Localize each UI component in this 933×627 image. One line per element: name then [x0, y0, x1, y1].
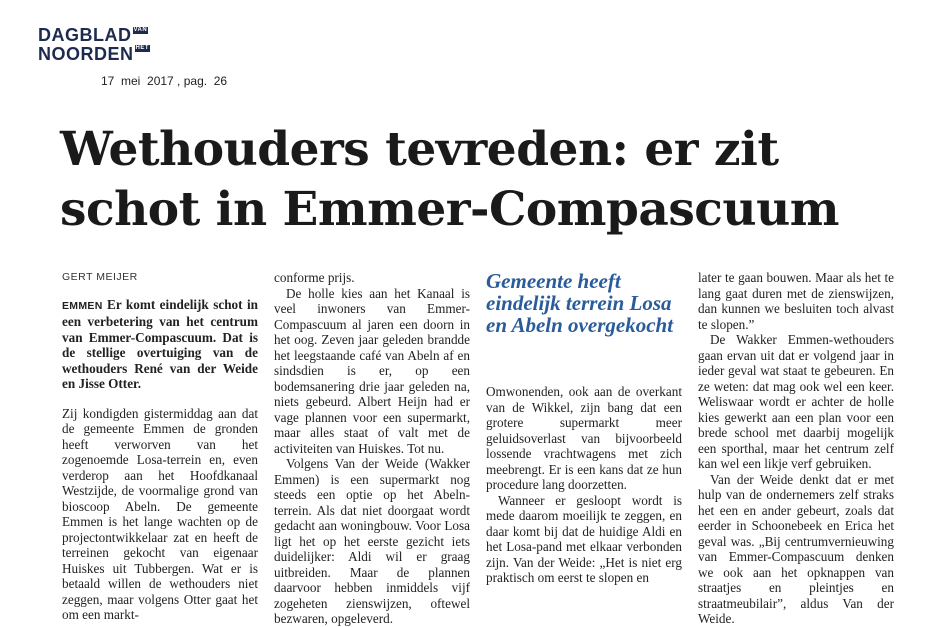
- lead-text: Er komt eindelijk schot in een verbetering van het centrum van Emmer-Compascuum. Dat is de stellige overtuiging van de wethouders René van der Weide en Jisse Otter.: [62, 296, 258, 391]
- logo-word-dagblad: DAGBLAD: [38, 25, 132, 45]
- article-column-1: [62, 270, 258, 623]
- paragraph: later te gaan bouwen. Maar als het te lang gaat duren met de zienswijzen, dan kunnen we besluiten toch alvast te slopen.”: [698, 270, 894, 332]
- paragraph: Wanneer er gesloopt wordt is mede daarom moeilijk te zeggen, en daar komt bij dat de huidige Aldi en het Losa-pand met elkaar verbonden zijn. Van der Weide: „Het is niet erg praktisch om eerst te slopen en: [486, 492, 682, 585]
- article-lead: [62, 297, 258, 392]
- dateline: 17 mei 2017 , pag. 26: [101, 74, 228, 88]
- paragraph: Zij kondigden gistermiddag aan dat de gemeente Emmen de gronden heeft verworven van het zogenoemde Losa-terrein en, even verderop aan het Hoofdkanaal Westzijde, de voormalige grond van bioscoop Abeln. De gemeente Emmen is het lange wachten op de projectontwikkelaar zat en heeft de terreinen gekocht van eigenaar Huiskes uit Tubbergen. Wat er is betaald willen de wethouders niet zeggen, maar volgens Otter gaat het om een markt-: [62, 405, 258, 622]
- paragraph: Volgens Van der Weide (Wakker Emmen) is een supermarkt nog steeds een optie op het Abeln-terrein. Als dat niet doorgaat wordt gedacht aan woningbouw. Voor Losa ligt het op het eerste gezicht iets duidelijker: Aldi wil er graag uitbreiden. Maar de plannen daarvoor hebben inmiddels vijf zogeheten zienswijzen, oftewel bezwaren, opgeleverd.: [274, 456, 470, 626]
- paragraph: conforme prijs.: [274, 270, 355, 285]
- paragraph: De holle kies aan het Kanaal is veel inwoners van Emmer-Compascuum al jaren een doorn in het oog. Zeven jaar geleden brandde het leegstaande café van Abeln af en sindsdien is er, op een bodemsanering drie jaar geleden na, niets gebeurd. Albert Heijn had er vage plannen voor een supermarkt, maar alles staat of valt met de activiteiten van Huiskes. Tot nu.: [274, 285, 470, 456]
- pull-quote: Gemeente heeft eindelijk terrein Losa en Abeln overgekocht: [486, 269, 674, 337]
- article-column-2: [274, 270, 470, 627]
- paragraph: De Wakker Emmen-wethouders gaan ervan uit dat er volgend jaar in ieder geval wat staat te gebeuren. En ze weten: dat mag ook wel een keer. Weliswaar wordt er achter de holle kies gewerkt aan een plan voor een brede school met daarbij mogelijk een sporthal, maar het centrum zelf kan wel een likje verf gebruiken.: [698, 332, 894, 471]
- paragraph: Van der Weide denkt dat er met hulp van de ondernemers zelf straks het een en ander gebeurt, zoals dat eerder in Schoonebeek en Erica het geval was. „Bij centrumvernieuwing van Emmer-Compascuum denken we ook aan het opknappen van straatjes en pleintjes en straatmeubilair”, aldus Van der Weide.: [698, 471, 894, 626]
- newspaper-logo: [38, 26, 188, 63]
- article-column-3: [486, 270, 682, 586]
- lead-place: EMMEN: [62, 299, 103, 312]
- logo-tag-het: HET: [135, 45, 150, 51]
- logo-word-noorden: NOORDEN: [38, 44, 134, 64]
- logo-tag-van: VAN: [133, 27, 148, 33]
- article-column-4: [698, 270, 894, 627]
- article-headline: Wethouders tevreden: er zit schot in Emmer-Compascuum: [60, 122, 839, 237]
- byline: GERT MEIJER: [62, 271, 138, 283]
- paragraph: Omwonenden, ook aan de overkant van de Wikkel, zijn bang dat een grotere supermarkt meer geluidsoverlast van bijvoorbeeld lossende vrachtwagens met zich meebrengt. Er is een kans dat ze hun procedure lang doorzetten.: [486, 384, 682, 492]
